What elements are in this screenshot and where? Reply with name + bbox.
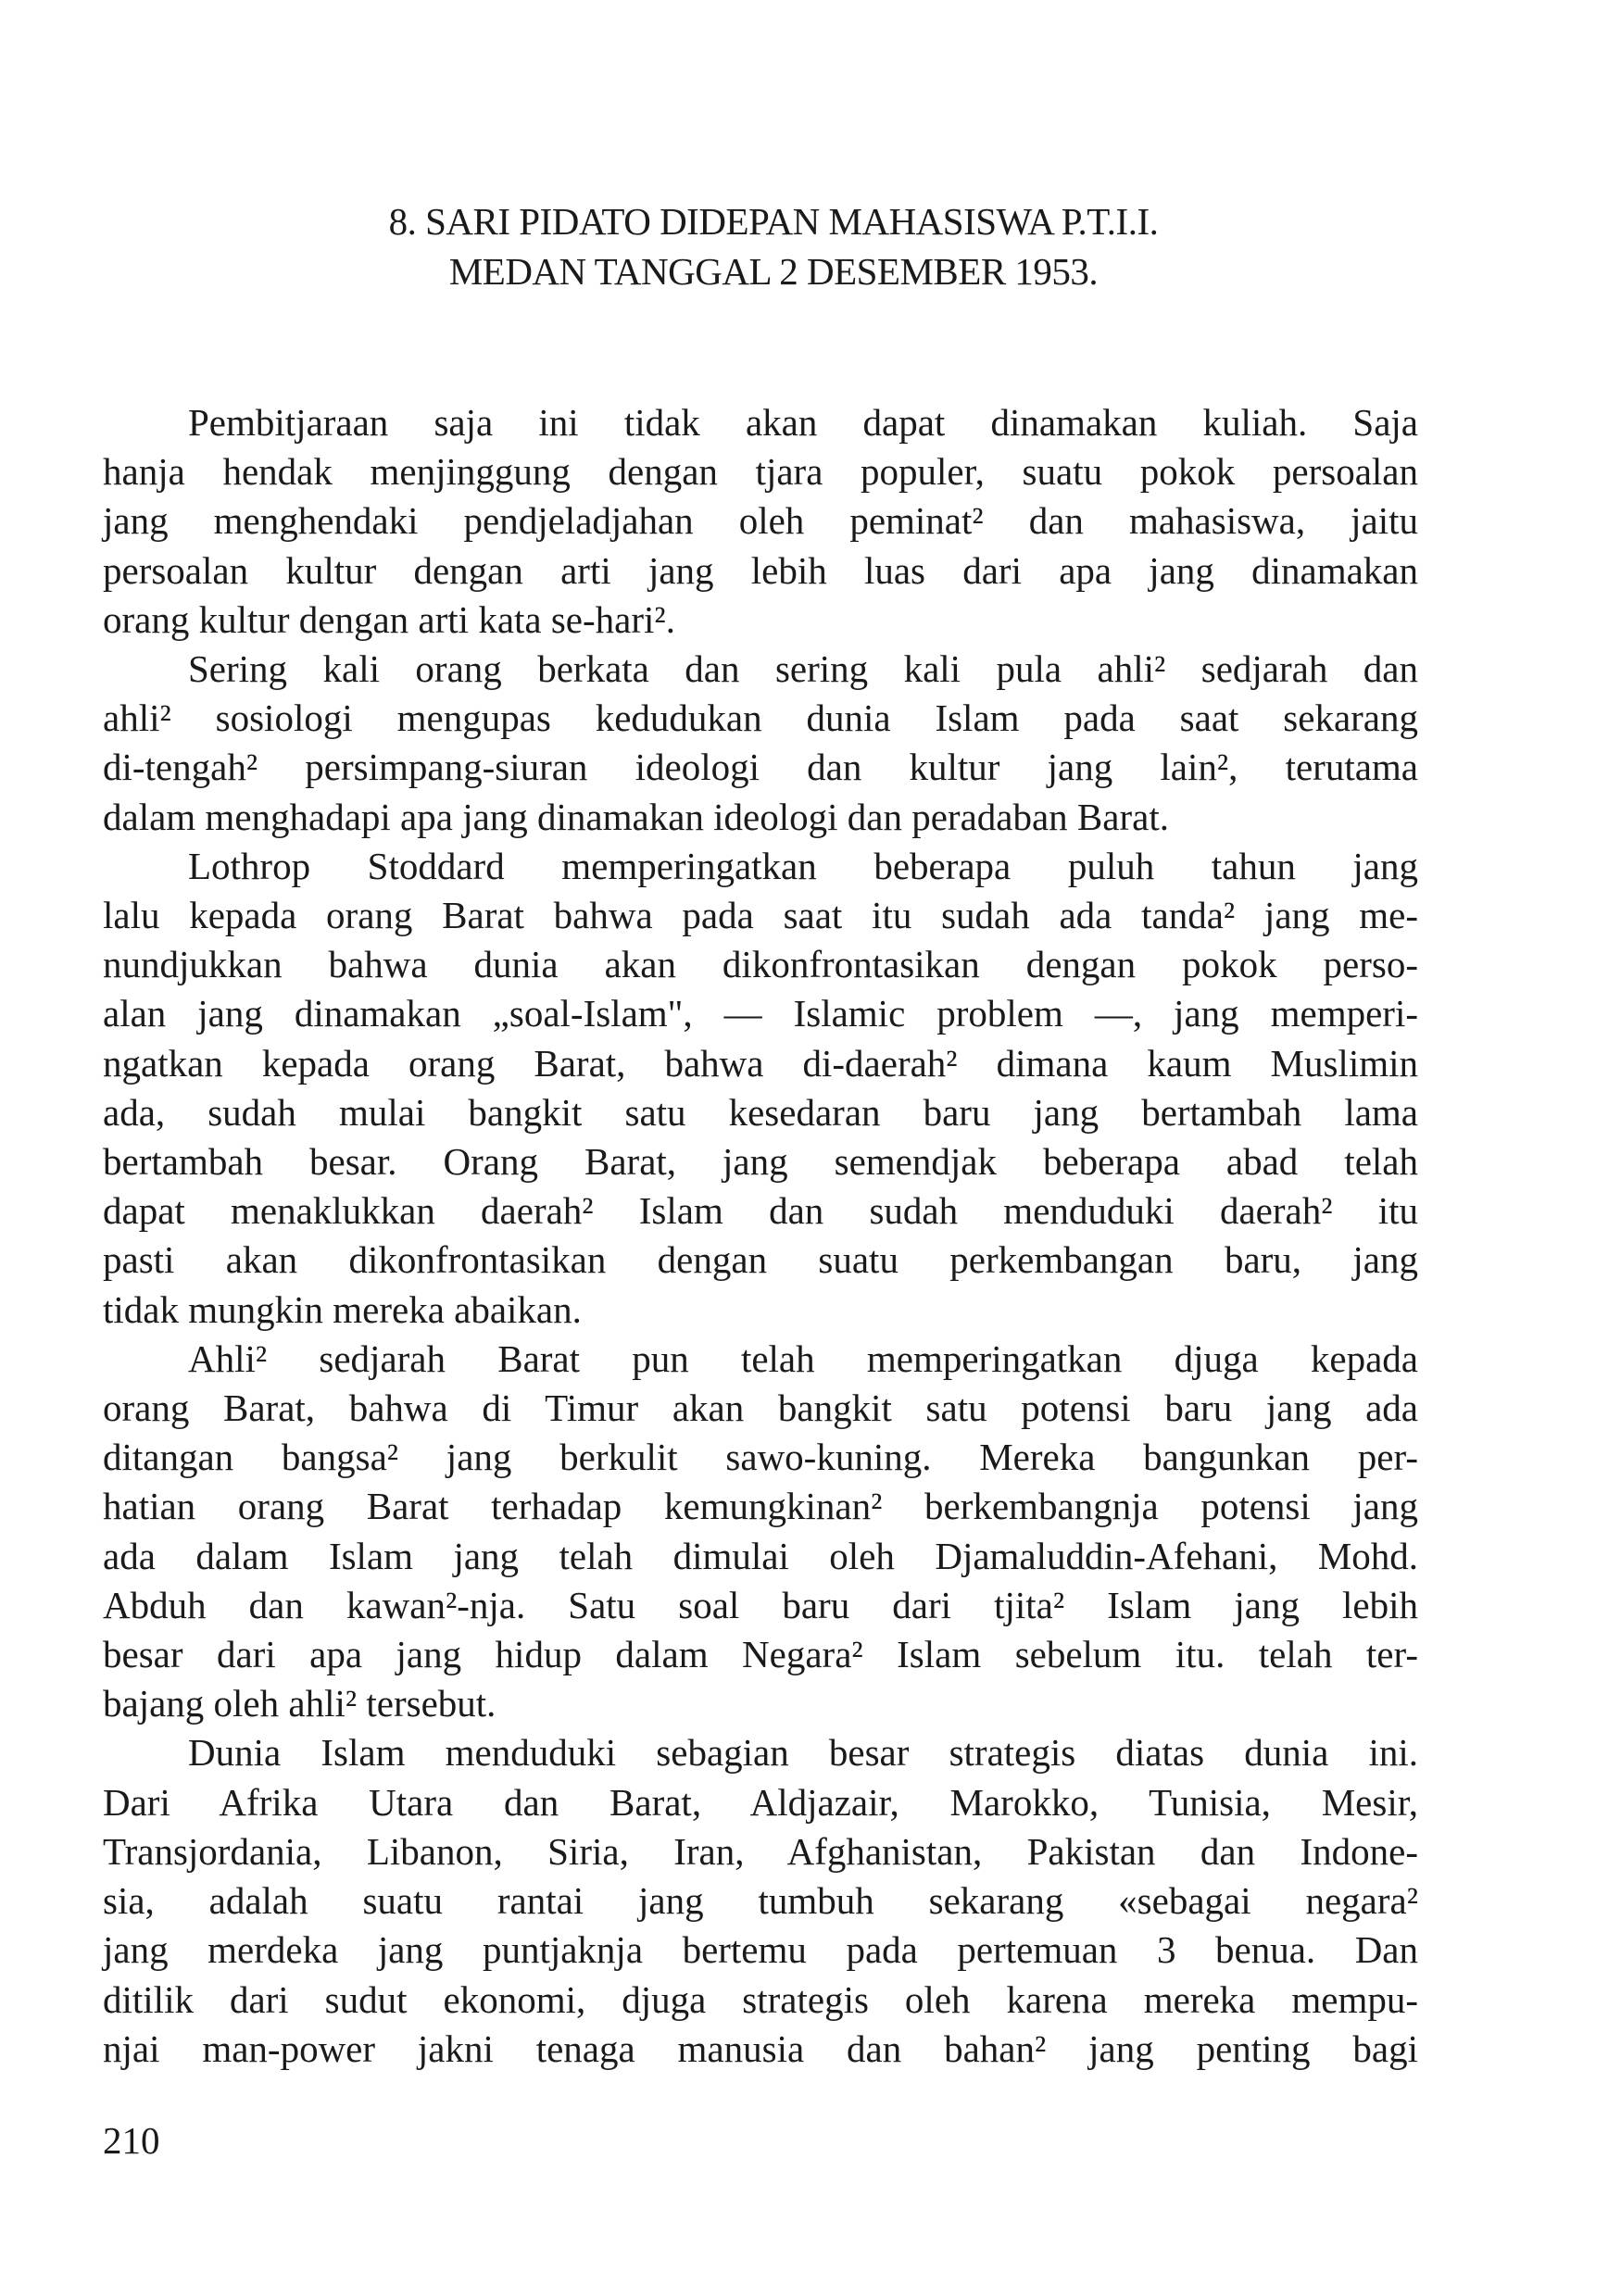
- text-line: ada dalam Islam jang telah dimulai oleh Djamaluddin-Afehani, Mohd.: [103, 1534, 1418, 1577]
- text-line: njai man-power jakni tenaga manusia dan bahan² jang penting bagi: [103, 2026, 1418, 2070]
- text-line: pasti akan dikonfrontasikan dengan suatu perkembangan baru, jang: [103, 1238, 1418, 1282]
- paragraph: [103, 645, 1418, 842]
- text-line: Sering kali orang berkata dan sering kali pula ahli² sedjarah dan: [188, 647, 1418, 691]
- text-line: dapat menaklukkan daerah² Islam dan sudah menduduki daerah² itu: [103, 1189, 1418, 1233]
- text-line: Dari Afrika Utara dan Barat, Aldjazair, Marokko, Tunisia, Mesir,: [103, 1780, 1418, 1824]
- text-line: hatian orang Barat terhadap kemungkinan² berkembangnja potensi jang: [103, 1485, 1418, 1528]
- text-line: jang menghendaki pendjeladjahan oleh peminat² dan mahasiswa, jaitu: [103, 499, 1418, 543]
- text-line: nundjukkan bahwa dunia akan dikonfrontasikan dengan pokok perso-: [103, 943, 1418, 986]
- text-line: ahli² sosiologi mengupas kedudukan dunia Islam pada saat sekarang: [103, 696, 1418, 740]
- paragraph: [103, 1335, 1418, 1729]
- text-line: Dunia Islam menduduki sebagian besar strategis diatas dunia ini.: [188, 1731, 1418, 1775]
- text-line: orang Barat, bahwa di Timur akan bangkit satu potensi baru jang ada: [103, 1386, 1418, 1430]
- text-line: Ahli² sedjarah Barat pun telah memperingatkan djuga kepada: [188, 1336, 1418, 1380]
- text-line: sia, adalah suatu rantai jang tumbuh sekarang «sebagai negara²: [103, 1879, 1418, 1923]
- paragraph: [103, 842, 1418, 1335]
- text-line: bertambah besar. Orang Barat, jang semendjak beberapa abad telah: [103, 1140, 1418, 1184]
- text-line: di-tengah² persimpang-siuran ideologi dan kultur jang lain², terutama: [103, 746, 1418, 789]
- text-line: orang kultur dengan arti kata se-hari².: [103, 597, 675, 641]
- text-line: besar dari apa jang hidup dalam Negara² Islam sebelum itu. telah ter-: [103, 1633, 1418, 1676]
- text-line: Lothrop Stoddard memperingatkan beberapa puluh tahun jang: [188, 844, 1418, 887]
- text-line: ditilik dari sudut ekonomi, djuga strategis oleh karena mereka mempu-: [103, 1977, 1418, 2021]
- text-line: jang merdeka jang puntjaknja bertemu pada pertemuan 3 benua. Dan: [103, 1928, 1418, 1972]
- title-line-1: 8. SARI PIDATO DIDEPAN MAHASISWA P.T.I.I.: [388, 200, 1159, 243]
- text-line: ada, sudah mulai bangkit satu kesedaran baru jang bertambah lama: [103, 1090, 1418, 1134]
- text-line: Transjordania, Libanon, Siria, Iran, Afghanistan, Pakistan dan Indone-: [103, 1829, 1418, 1873]
- text-line: ngatkan kepada orang Barat, bahwa di-daerah² dimana kaum Muslimin: [103, 1041, 1418, 1085]
- text-line: dalam menghadapi apa jang dinamakan ideologi dan peradaban Barat.: [103, 795, 1169, 838]
- text-line: tidak mungkin mereka abaikan.: [103, 1287, 582, 1331]
- page-title: [0, 196, 1547, 296]
- text-line: Pembitjaraan saja ini tidak akan dapat dinamakan kuliah. Saja: [188, 401, 1418, 444]
- text-line: alan jang dinamakan „soal-Islam", — Islamic problem —, jang memperi-: [103, 992, 1418, 1035]
- paragraph: [103, 398, 1418, 645]
- paragraph: [103, 1728, 1418, 2073]
- text-line: persoalan kultur dengan arti jang lebih luas dari apa jang dinamakan: [103, 548, 1418, 592]
- text-line: ditangan bangsa² jang berkulit sawo-kuning. Mereka bangunkan per-: [103, 1436, 1418, 1479]
- body-text: [103, 398, 1418, 2074]
- text-line: bajang oleh ahli² tersebut.: [103, 1682, 496, 1725]
- text-line: Abduh dan kawan²-nja. Satu soal baru dari tjita² Islam jang lebih: [103, 1583, 1418, 1626]
- title-line-2: MEDAN TANGGAL 2 DESEMBER 1953.: [448, 250, 1099, 293]
- page-number: 210: [103, 2119, 160, 2162]
- text-line: lalu kepada orang Barat bahwa pada saat itu sudah ada tanda² jang me-: [103, 894, 1418, 937]
- text-line: hanja hendak menjinggung dengan tjara populer, suatu pokok persoalan: [103, 450, 1418, 494]
